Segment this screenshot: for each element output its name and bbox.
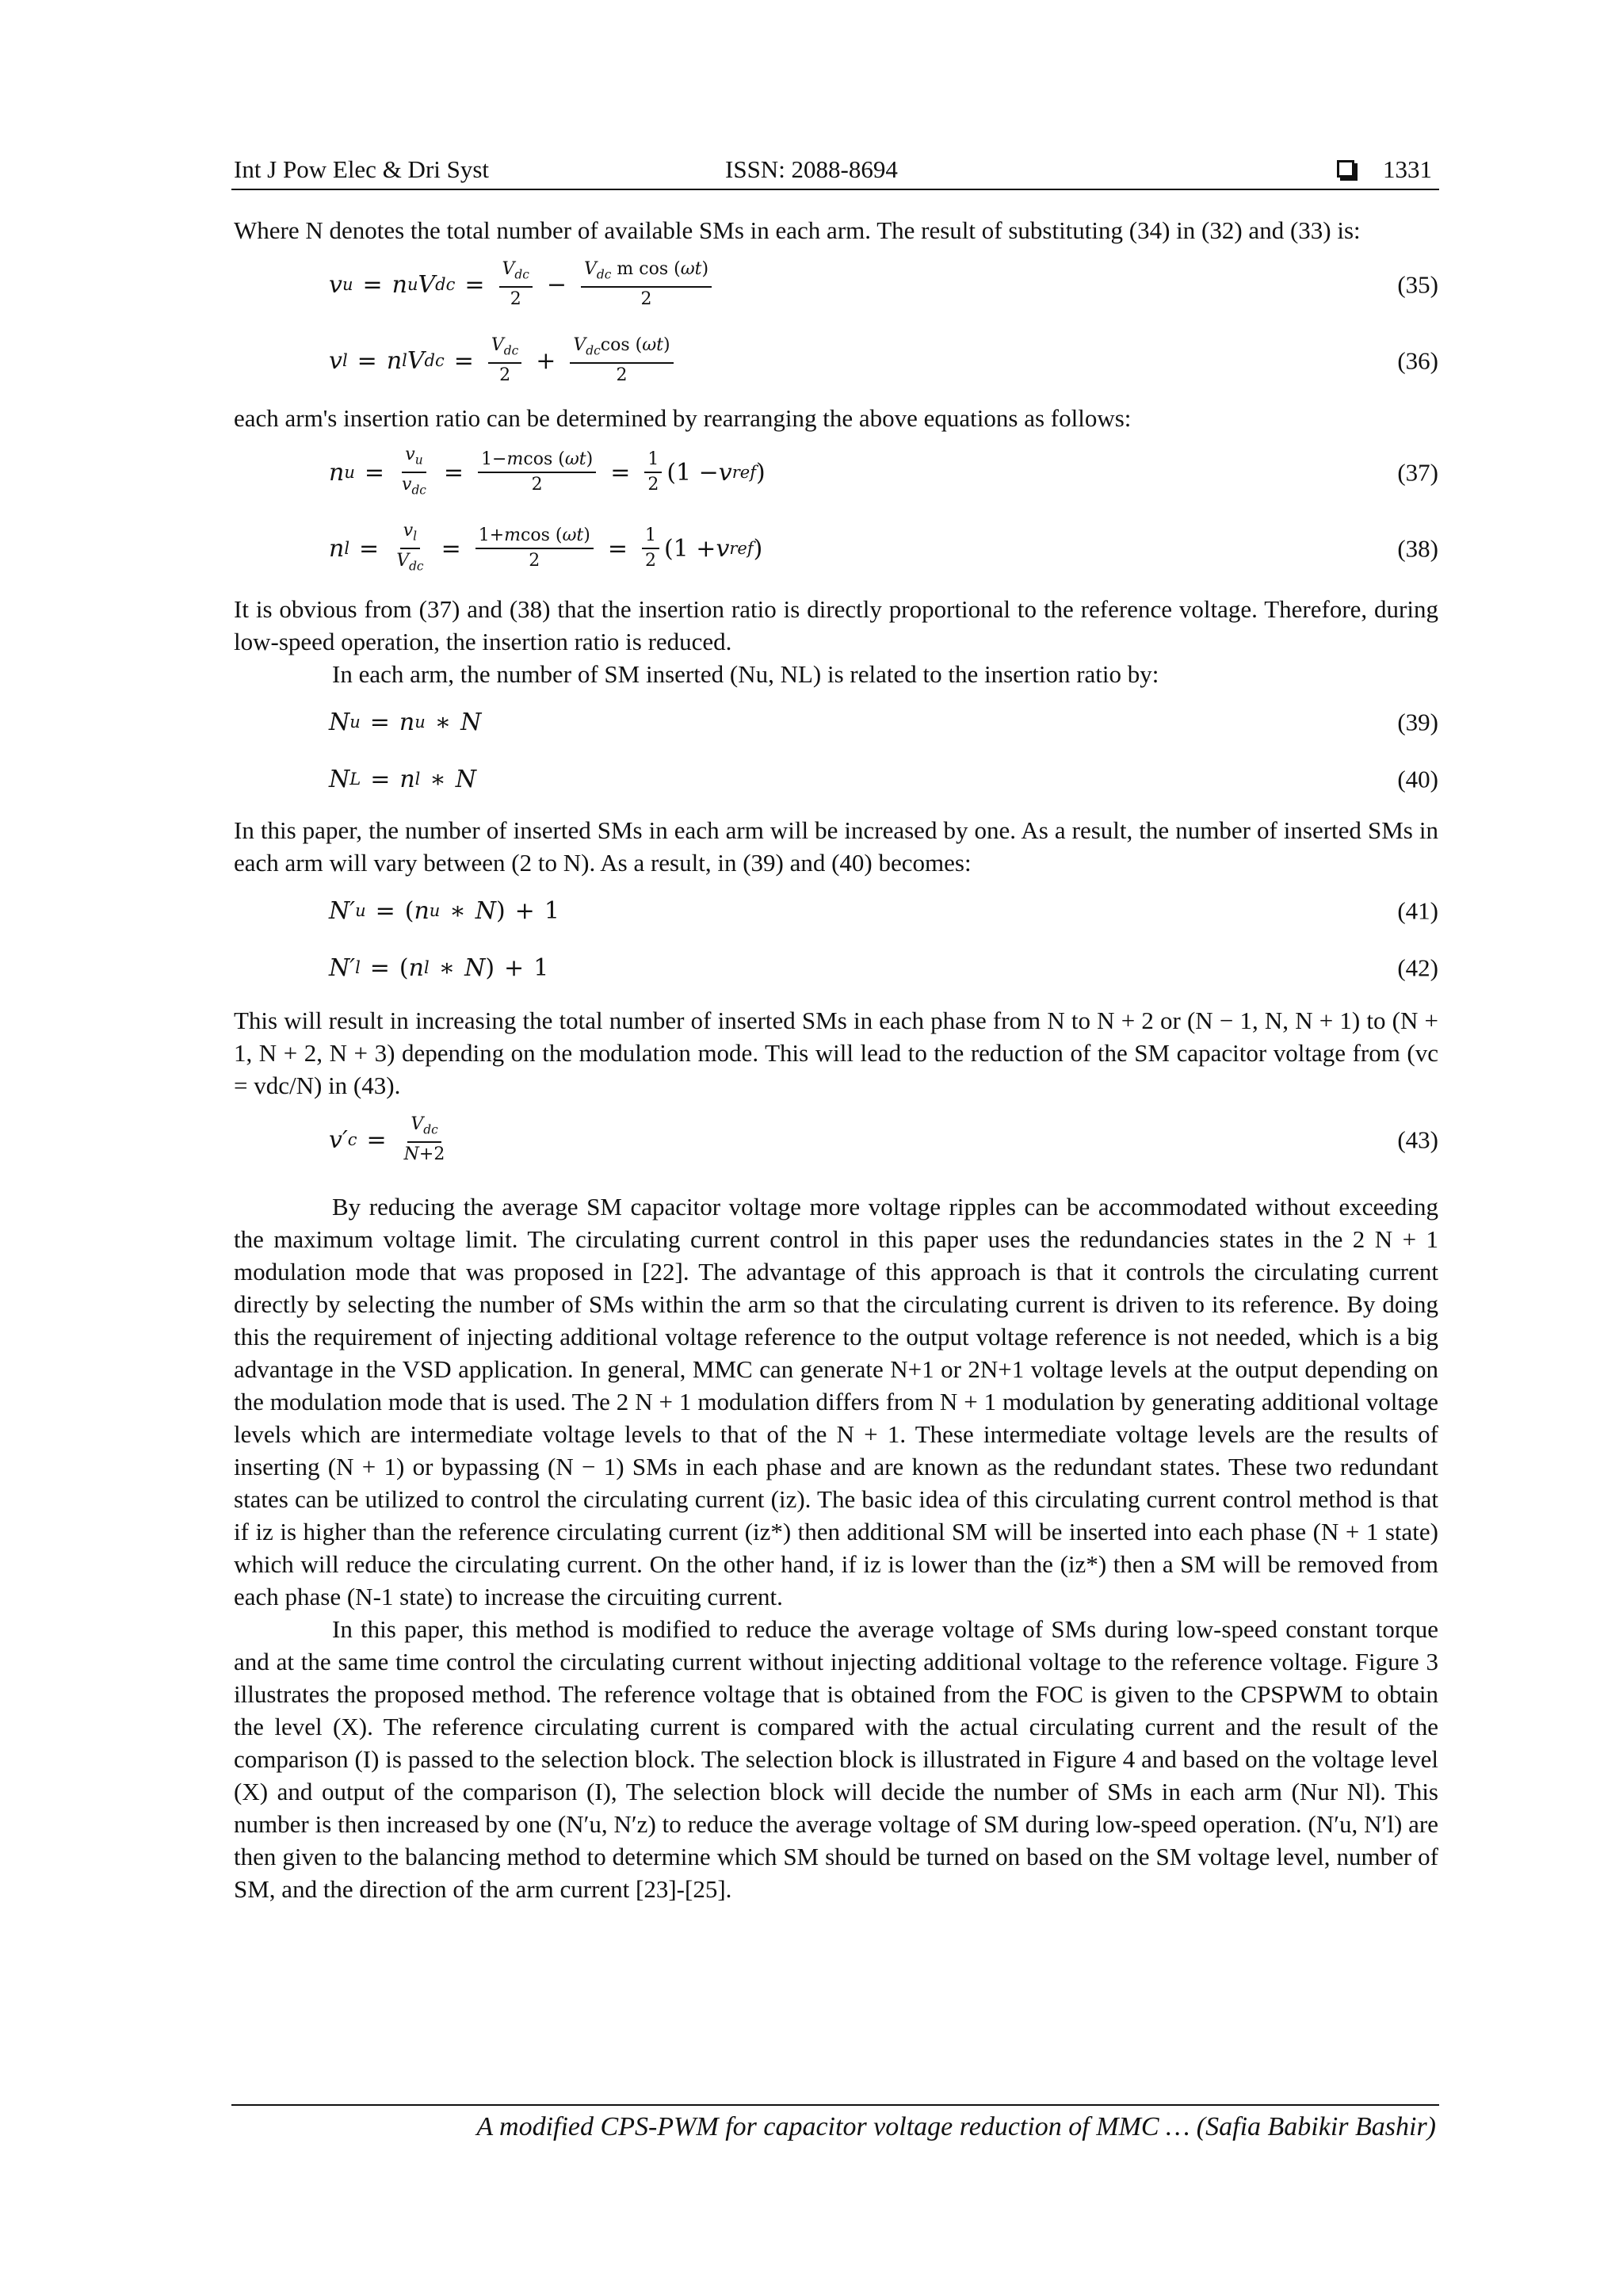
equation-number: (40) <box>1397 765 1438 793</box>
issn: ISSN: 2088-8694 <box>725 155 898 183</box>
page-number: 1331 <box>1383 155 1432 183</box>
equation-38: n l = $\frac{v_l}{V_{dc}}$ = $\frac{1+mcos (\omega t)}{2}$ = $\frac{1}{2}$ (1 + v ref ) (38) <box>329 520 1438 574</box>
equation-number: (43) <box>1397 1125 1438 1154</box>
page-body <box>234 214 1438 1905</box>
paragraph-7: By reducing the average SM capacitor voltage more voltage ripples can be accommodated without exceeding the maximum voltage limit. The circulating current control in this paper uses the redundancies states in the 2 N + 1 modulation mode that was proposed in [22]. The advantage of this approach is that it controls the circulating current directly by selecting the number of SMs within the arm so that the circulating current is driven to its reference. By doing this the requirement of injecting additional voltage reference to the output voltage reference is not needed, which is a big advantage in the VSD application. In general, MMC can generate N+1 or 2N+1 voltage levels at the output depending on the modulation mode that is used. The 2 N + 1 modulation differs from N + 1 modulation by generating additional voltage levels which are intermediate voltage levels to that of the N + 1. These intermediate voltage levels are the results of inserting (N + 1) or bypassing (N − 1) SMs in each phase and are known as the redundant states. These two redundant states can be utilized to control the circulating current (iz). The basic idea of this circulating current control method is that if iz is higher than the reference circulating current (iz*) then additional SM will be inserted into each phase (N + 1 state) which will reduce the circulating current. On the other hand, if iz is lower than the (iz*) then a SM will be removed from each phase (N-1 state) to increase the circuiting current. <box>234 1193 1438 1610</box>
paragraph-8: In this paper, this method is modified to reduce the average voltage of SMs during low-speed constant torque and at the same time control the circulating current without injecting additional voltage to the reference voltage. Figure 3 illustrates the proposed method. The reference voltage that is obtained from the FOC is given to the CPSPWM to obtain the level (X). The reference circulating current is compared with the actual circulating current and the result of the comparison (I) is passed to the selection block. The selection block is illustrated in Figure 4 and based on the voltage level (X) and output of the comparison (I), The selection block will decide the number of SMs in each arm (Nur Nl). This number is then increased by one (N′u, N′z) to reduce the average voltage of SM during low-speed operation. (N′u, N′l) are then given to the balancing method to determine which SM should be turned on based on the SM voltage level, number of SM, and the direction of the arm current [23]-[25]. <box>234 1615 1438 1903</box>
equation-36: v l = n l V dc = $\frac{V_{dc}}{2}$ + $\frac{V_{dc}\cos (\omega t)}{2}$ (36) <box>329 334 1438 386</box>
paragraph-5: In this paper, the number of inserted SMs in each arm will be increased by one. As a result, the number of inserted SMs in each arm will vary between (2 to N). As a result, in (39) and (40) becomes: <box>234 816 1438 877</box>
paragraph-1: Where N denotes the total number of available SMs in each arm. The result of substituting (34) in (32) and (33) is: <box>234 216 1361 244</box>
running-footer: A modified CPS-PWM for capacitor voltage reduction of MMC … (Safia Babikir Bashir) <box>476 2112 1436 2141</box>
equation-number: (35) <box>1397 270 1438 299</box>
running-header <box>234 155 1438 187</box>
equation-number: (39) <box>1397 708 1438 736</box>
journal-name: Int J Pow Elec & Dri Syst <box>234 155 490 183</box>
equation-41: N′ u = ( n u ∗ N ) + 1 (41) <box>329 879 1438 942</box>
equation-number: (37) <box>1397 458 1438 487</box>
paragraph-6: This will result in increasing the total number of inserted SMs in each phase from N to N + 2 or (N − 1, N, N + 1) to (N + 1, N + 2, N + 3) depending on the modulation mode. This will lead to the reduction of the SM capacitor voltage from (vc = vdc/N) in (43). <box>234 1007 1438 1099</box>
equation-35: v u = n u V dc = $\frac{V_{dc}}{2}$ − $\frac{V_{dc} m \cos (\omega t)}{2}$ (35) <box>329 258 1438 310</box>
equation-number: (41) <box>1397 896 1438 925</box>
equation-39: N u = n u ∗ N (39) <box>329 690 1438 754</box>
equation-number: (36) <box>1397 346 1438 375</box>
paragraph-3: It is obvious from (37) and (38) that the insertion ratio is directly proportional to the reference voltage. Therefore, during low-speed operation, the insertion ratio is reduced. <box>234 595 1438 655</box>
footer-rule <box>231 2104 1439 2106</box>
equation-37: n u = $\frac{v_u}{v_{dc}}$ = $\frac{1-mcos (\omega t)}{2}$ = $\frac{1}{2}$ (1 − v ref ) (37) <box>329 444 1438 498</box>
equation-number: (42) <box>1397 953 1438 982</box>
equation-number: (38) <box>1397 534 1438 563</box>
equation-42: N′ l = ( n l ∗ N ) + 1 (42) <box>329 942 1438 993</box>
equation-40: N L = n l ∗ N (40) <box>329 754 1438 804</box>
equation-43: v′ c = $\frac{V_{dc}}{N+2}$ (43) <box>329 1114 1438 1165</box>
header-rule <box>231 189 1439 190</box>
paragraph-2: each arm's insertion ratio can be determined by rearranging the above equations as follows: <box>234 404 1132 432</box>
square-icon <box>1337 160 1354 178</box>
paragraph-4: In each arm, the number of SM inserted (Nu, NL) is related to the insertion ratio by: <box>332 660 1159 688</box>
